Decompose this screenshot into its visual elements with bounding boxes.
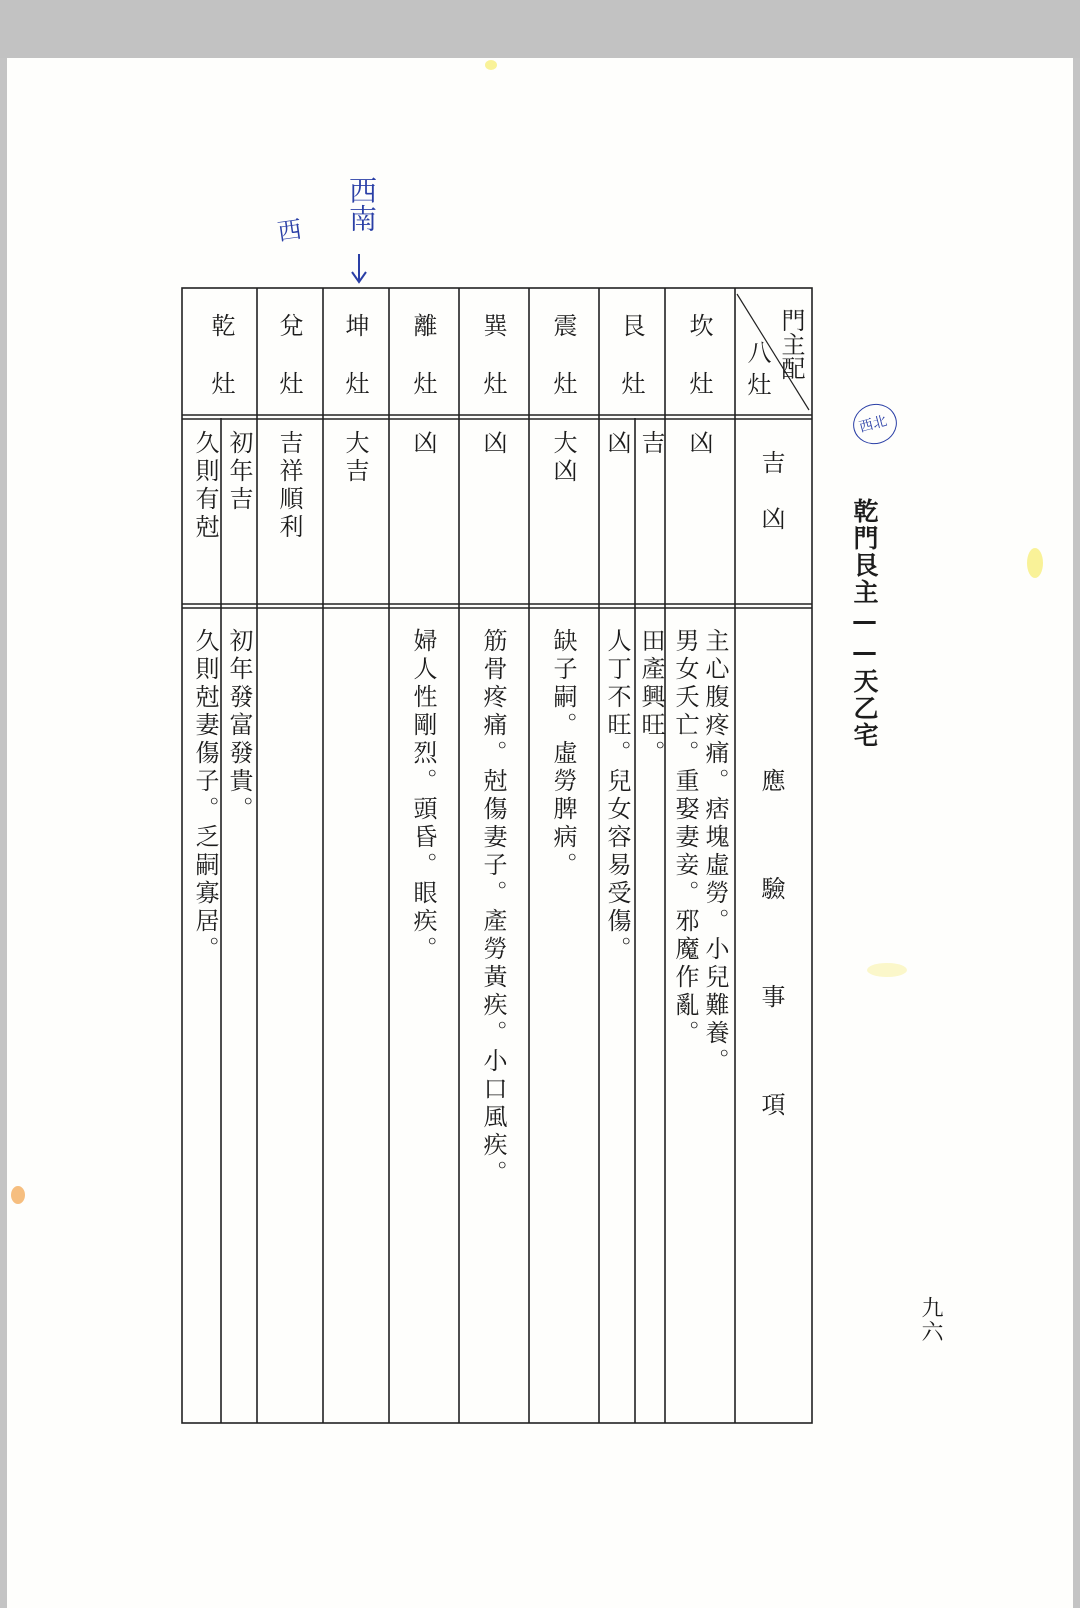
header-row-label-line2: 八灶 xyxy=(743,340,771,404)
header-jixiong: 吉 凶 xyxy=(757,450,785,534)
stove-name: 離灶 xyxy=(409,313,437,429)
stove-name: 坎灶 xyxy=(685,313,713,429)
table-grid xyxy=(7,58,1073,1608)
stove-name: 坤灶 xyxy=(341,313,369,429)
viewer-top-bar xyxy=(0,0,1080,58)
page-title: 乾門艮主——天乙宅 xyxy=(850,498,879,749)
stove-name: 震灶 xyxy=(549,313,577,429)
effect-text: 人丁不旺。兒女容易受傷。 xyxy=(603,628,631,964)
stove-name: 艮灶 xyxy=(617,313,645,429)
stove-name: 巽灶 xyxy=(479,313,507,429)
jixiong-value: 大吉 xyxy=(341,430,369,486)
jixiong-value: 大凶 xyxy=(549,430,577,486)
jixiong-value: 吉 xyxy=(637,430,665,458)
effect-text: 缺子嗣。虛勞脾病。 xyxy=(549,628,577,880)
handwritten-arrow-icon xyxy=(347,252,371,286)
jixiong-value: 凶 xyxy=(479,430,507,458)
effect-text: 久則尅妻傷子。乏嗣寡居。 xyxy=(191,628,219,964)
effect-text: 男女夭亡。重娶妻妾。邪魔作亂。 xyxy=(671,628,699,1048)
effect-text: 婦人性剛烈。頭昏。眼疾。 xyxy=(409,628,437,964)
handwritten-circled-text: 西北 xyxy=(857,413,889,436)
jixiong-value: 凶 xyxy=(685,430,713,458)
handwritten-note-southwest: 西南 xyxy=(345,176,378,232)
header-row-label-line1: 門主配 xyxy=(777,308,805,380)
effect-text: 初年發富發貴。 xyxy=(225,628,253,824)
stove-name: 兌灶 xyxy=(275,313,303,429)
jixiong-value: 凶 xyxy=(603,430,631,458)
jixiong-value: 凶 xyxy=(409,430,437,458)
header-yingyan: 應 驗 事 項 xyxy=(757,768,785,1146)
jixiong-value: 初年吉 xyxy=(225,430,253,514)
jixiong-value: 吉祥順利 xyxy=(275,430,303,542)
effect-text: 田產興旺。 xyxy=(637,628,665,768)
handwritten-note-west: 西 xyxy=(271,216,303,244)
scanned-page xyxy=(7,58,1073,1608)
page-number: 九六 xyxy=(918,1296,943,1344)
jixiong-value: 久則有尅 xyxy=(191,430,219,542)
effect-text: 主心腹疼痛。痞塊虛勞。小兒難養。 xyxy=(701,628,729,1076)
effect-text: 筋骨疼痛。尅傷妻子。產勞黃疾。小口風疾。 xyxy=(479,628,507,1188)
stove-name: 乾灶 xyxy=(207,313,235,429)
